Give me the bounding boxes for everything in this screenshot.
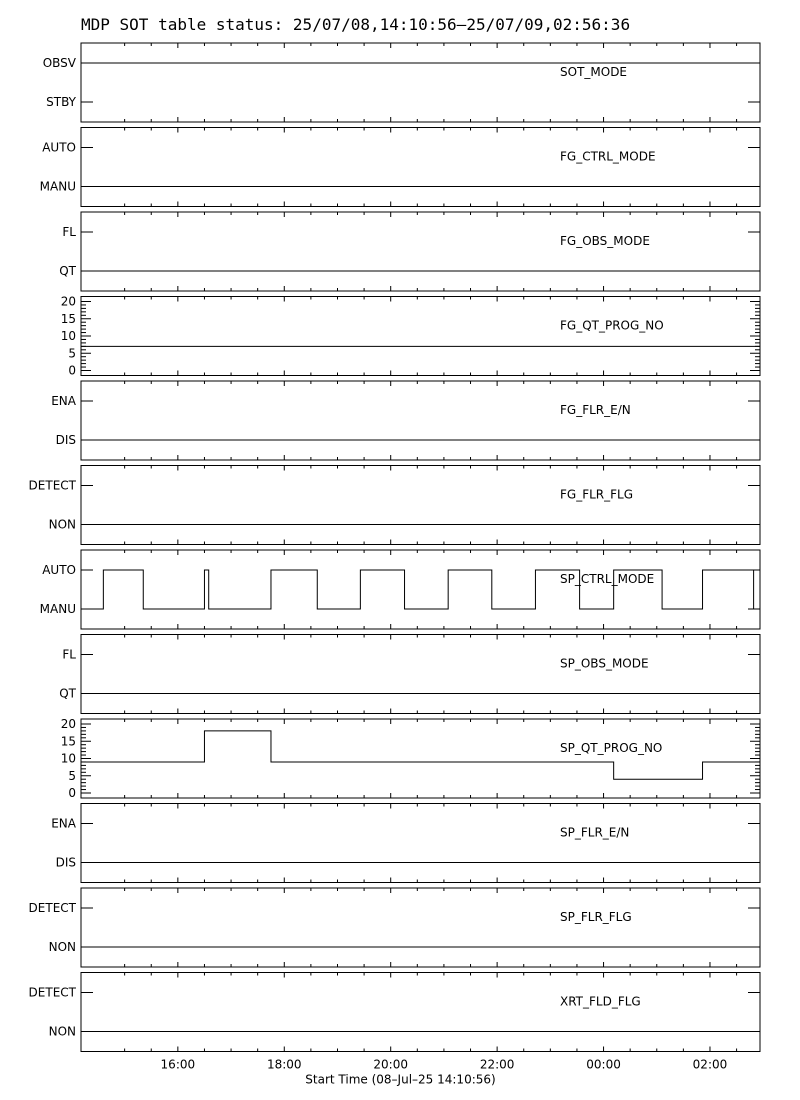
page-title: MDP SOT table status: 25/07/08,14:10:56–25/07/09,02:56:36 (81, 15, 631, 34)
y-tick-label: 0 (68, 786, 76, 800)
panel-frame (81, 719, 760, 798)
x-tick-label: 02:00 (692, 1057, 728, 1072)
panel-fg-flr-flg (29, 466, 760, 545)
panel-label: FG_QT_PROG_NO (560, 318, 664, 333)
series-line-sp-ctrl-mode (81, 570, 760, 609)
panel-sot-mode (43, 43, 760, 122)
panel-label: FG_CTRL_MODE (560, 149, 656, 164)
y-tick-label: 15 (60, 734, 76, 749)
y-tick-label: 0 (68, 363, 76, 378)
y-tick-label: MANU (39, 179, 76, 194)
y-tick-label: STBY (46, 95, 76, 109)
panel-label: SP_FLR_FLG (560, 910, 632, 924)
panel-frame (81, 804, 760, 883)
y-tick-label: 5 (68, 768, 76, 783)
panel-frame (81, 635, 760, 714)
panel-frame (81, 128, 760, 207)
panel-sp-qt-prog-no (61, 717, 760, 800)
panel-frame (81, 888, 760, 967)
panel-fg-qt-prog-no (61, 295, 760, 378)
y-tick-label: NON (48, 940, 76, 954)
series-line-sp-qt-prog-no (81, 731, 760, 779)
panel-frame (81, 550, 760, 629)
y-tick-label: ENA (51, 394, 76, 408)
y-tick-label: DETECT (28, 901, 76, 915)
y-tick-label: AUTO (42, 563, 76, 577)
y-tick-label: 10 (60, 329, 76, 343)
y-tick-label: DIS (55, 855, 76, 870)
x-tick-label: 18:00 (266, 1057, 302, 1072)
y-tick-label: DIS (55, 433, 76, 447)
panel-label: FG_FLR_FLG (560, 487, 634, 502)
y-tick-label: NON (48, 1024, 76, 1039)
y-tick-label: 10 (60, 751, 76, 766)
y-tick-label: 20 (60, 717, 76, 731)
y-tick-label: MANU (39, 602, 76, 616)
panel-label: FG_OBS_MODE (560, 234, 650, 248)
panel-label: SP_CTRL_MODE (560, 572, 655, 586)
panel-frame (81, 212, 760, 291)
panel-label: SOT_MODE (560, 65, 628, 79)
panel-label: SP_OBS_MODE (560, 656, 649, 671)
panel-frame (81, 973, 760, 1052)
y-tick-label: ENA (51, 816, 76, 831)
panel-label: SP_QT_PROG_NO (560, 741, 663, 755)
panel-fg-obs-mode (59, 212, 760, 291)
panel-label: XRT_FLD_FLG (560, 994, 641, 1009)
panel-xrt-fld-flg (29, 973, 760, 1052)
panel-sp-flr-flg (29, 888, 760, 967)
y-tick-label: DETECT (28, 985, 76, 1000)
y-tick-label: FL (62, 647, 76, 662)
y-tick-label: QT (59, 686, 76, 701)
x-axis-label: Start Time (08–Jul–25 14:10:56) (305, 1072, 496, 1087)
panel-fg-ctrl-mode (40, 128, 760, 207)
panel-frame (81, 43, 760, 122)
y-tick-label: 15 (60, 311, 76, 326)
y-tick-label: 20 (60, 294, 76, 309)
panel-frame (81, 466, 760, 545)
y-tick-label: FL (62, 225, 76, 239)
y-tick-label: OBSV (42, 56, 76, 70)
y-tick-label: DETECT (28, 478, 76, 493)
panel-label: FG_FLR_E/N (560, 403, 631, 417)
panel-sp-obs-mode (59, 635, 760, 714)
panel-frame (81, 381, 760, 460)
panel-sp-flr-e-n (51, 804, 760, 883)
y-tick-label: NON (48, 517, 76, 532)
y-tick-label: QT (59, 264, 76, 278)
x-tick-label: 16:00 (160, 1057, 196, 1072)
panel-fg-flr-e-n (51, 381, 760, 460)
x-tick-label: 22:00 (479, 1057, 515, 1072)
panel-frame (81, 297, 760, 376)
time-axis (161, 1058, 728, 1087)
y-tick-label: 5 (68, 346, 76, 361)
y-tick-label: AUTO (42, 140, 76, 155)
panel-label: SP_FLR_E/N (560, 825, 630, 840)
x-tick-label: 20:00 (373, 1057, 408, 1072)
x-tick-label: 00:00 (586, 1057, 621, 1072)
panel-sp-ctrl-mode (40, 550, 760, 629)
panels-group (29, 43, 760, 1052)
